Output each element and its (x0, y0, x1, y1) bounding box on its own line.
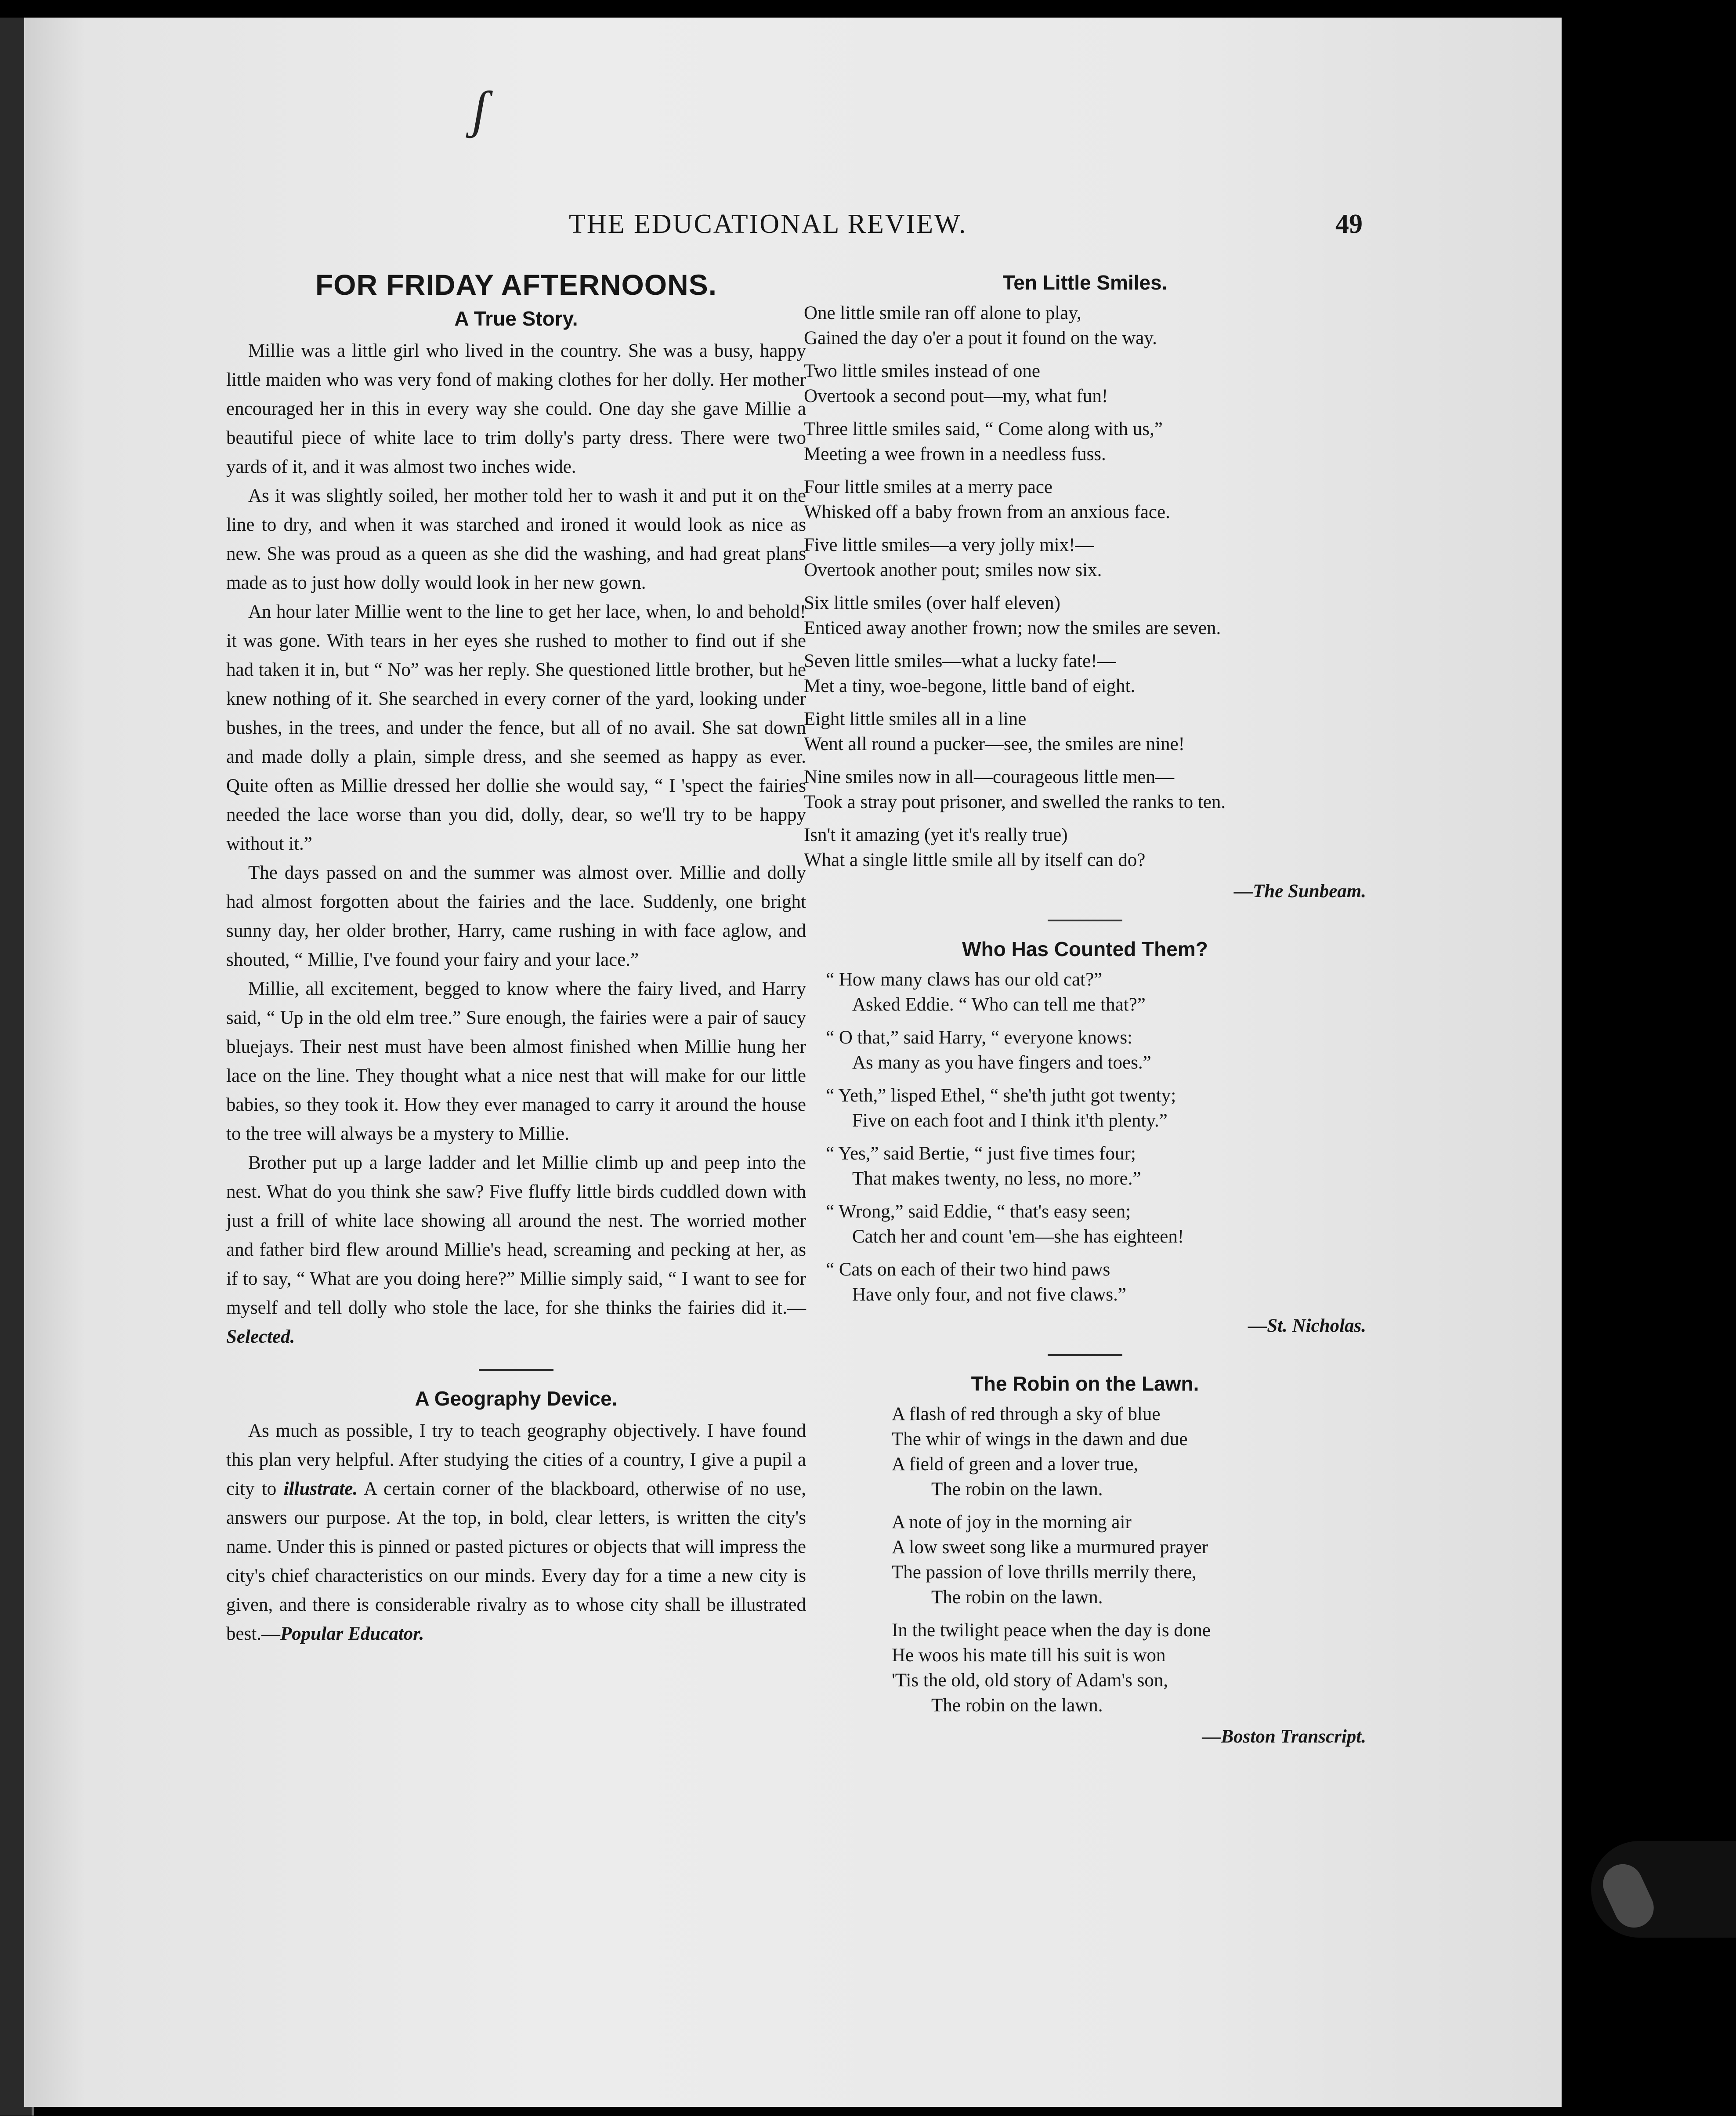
poem-stanza (804, 1141, 1366, 1191)
poem-line: A note of joy in the morning air (892, 1512, 1132, 1533)
poem-stanza (804, 1257, 1366, 1307)
poem-line: “ Wrong,” said Eddie, “ that's easy seen; (826, 1201, 1131, 1222)
poem-stanza (804, 591, 1366, 641)
smiles-source: —The Sunbeam. (1233, 881, 1366, 902)
smiles-poem (804, 301, 1366, 873)
poem-refrain: The robin on the lawn. (931, 1695, 1103, 1716)
poem-line: The whir of wings in the dawn and due (892, 1429, 1188, 1449)
poem-line: The passion of love thrills merrily there, (892, 1562, 1197, 1583)
poem-line: Five on each foot and I think it'th plenty.” (852, 1110, 1168, 1131)
poem-line: “ Cats on each of their two hind paws (826, 1259, 1110, 1280)
poem-line: Meeting a wee frown in a needless fuss. (804, 444, 1106, 464)
poem-line: He woos his mate till his suit is won (892, 1645, 1166, 1666)
poem-stanza (804, 417, 1366, 467)
poem-line: What a single little smile all by itself can do? (804, 850, 1146, 870)
poem-line: Two little smiles instead of one (804, 361, 1040, 381)
story-final-text: Brother put up a large ladder and let Millie climb up and peep into the nest. What do you think she saw? Five fluffy little birds cuddled down with just a frill of white lace showing all around the nest. The worried mother and father bird flew around Millie's head, screaming and pecking at her, as if to say, “ What are you doing here?” Millie simply said, “ I want to see for myself and tell dolly who stole the lace, for she thinks the fairies did it.— (226, 1152, 806, 1318)
poem-stanza (804, 359, 1366, 409)
poem-line: Met a tiny, woe-begone, little band of eight. (804, 676, 1136, 696)
poem-line: Took a stray pout prisoner, and swelled the ranks to ten. (804, 792, 1226, 812)
right-column (804, 268, 1366, 1747)
smiles-title: Ten Little Smiles. (1002, 271, 1168, 294)
poem-line: A field of green and a lover true, (892, 1454, 1139, 1475)
poem-line: Three little smiles said, “ Come along with us,” (804, 419, 1163, 439)
poem-line: “ How many claws has our old cat?” (826, 969, 1103, 990)
poem-line: Whisked off a baby frown from an anxious face. (804, 502, 1170, 522)
poem-line: Enticed away another frown; now the smiles are seven. (804, 618, 1221, 638)
story-paragraph: An hour later Millie went to the line to get her lace, when, lo and behold! it was gone. With tears in her eyes she rushed to mother to find out if she had taken it in, but “ No” was her reply. She questioned little brother, but he knew nothing of it. She searched in every corner of the yard, looking under bushes, in the trees, and under the fence, but all of no avail. She sat down and made dolly a plain, simple dress, and she seemed as happy as ever. Quite often as Millie dressed her dollie she would say, “ I 'spect the fairies needed the lace worse than you did, dolly, dear, so we'll try to be happy without it.” (226, 601, 806, 854)
poem-refrain: The robin on the lawn. (931, 1587, 1103, 1608)
poem-stanza (804, 765, 1366, 815)
left-column (226, 268, 806, 1649)
poem-line: “ O that,” said Harry, “ everyone knows: (826, 1027, 1133, 1048)
story-paragraph: Millie was a little girl who lived in the country. She was a busy, happy little maiden who was very fond of making clothes for her dolly. Her mother encouraged her in this in every way she could. One day she gave Millie a beautiful piece of white lace to trim dolly's party dress. There were two yards of it, and it was almost two inches wide. (226, 341, 806, 477)
geography-source: Popular Educator. (280, 1623, 424, 1644)
counted-poem (804, 967, 1366, 1307)
poem-line: Five little smiles—a very jolly mix!— (804, 535, 1094, 555)
poem-refrain: The robin on the lawn. (931, 1479, 1103, 1500)
poem-stanza (804, 301, 1366, 351)
section-divider (1048, 920, 1122, 921)
poem-line: Overtook another pout; smiles now six. (804, 560, 1102, 580)
page-number: 49 (1335, 209, 1363, 239)
story-source: Selected. (226, 1326, 295, 1347)
poem-line: Overtook a second pout—my, what fun! (804, 386, 1108, 406)
robin-poem (804, 1402, 1366, 1718)
poem-stanza (804, 707, 1366, 757)
poem-stanza (804, 1402, 1366, 1502)
geography-text-b: A certain corner of the blackboard, otherwise of no use, answers our purpose. At the top, in bold, clear letters, is written the city's name. Under this is pinned or pasted pictures or objects that will impress the city's chief characteristics on our minds. Every day for a time a new city is given, and there is considerable rivalry as to whose city shall be illustrated best.— (226, 1478, 806, 1644)
poem-line: Have only four, and not five claws.” (852, 1284, 1126, 1305)
poem-line: A flash of red through a sky of blue (892, 1404, 1161, 1424)
robin-title: The Robin on the Lawn. (971, 1372, 1199, 1395)
poem-line: Gained the day o'er a pout it found on the way. (804, 328, 1157, 348)
story-paragraph: Millie, all excitement, begged to know where the fairy lived, and Harry said, “ Up in the old elm tree.” Sure enough, the fairies were a pair of saucy bluejays. Their nest must have been almost finished when Millie hung her lace on the line. They thought what a nice nest that will make for our little babies, so they took it. How they ever managed to carry it around the house to the tree will always be a mystery to Millie. (226, 978, 806, 1144)
poem-stanza (804, 533, 1366, 583)
poem-line: Eight little smiles all in a line (804, 709, 1027, 729)
counted-source: —St. Nicholas. (1248, 1315, 1366, 1336)
poem-stanza (804, 967, 1366, 1017)
geography-text-a: As much as possible, I try to teach geography objectively. I have found this plan very helpful. After studying the cities of a country, I give a pupil a city to (226, 1420, 806, 1499)
poem-line: Isn't it amazing (yet it's really true) (804, 825, 1068, 845)
geography-paragraph (226, 1417, 806, 1649)
counted-title: Who Has Counted Them? (962, 938, 1208, 960)
poem-line: 'Tis the old, old story of Adam's son, (892, 1670, 1168, 1691)
story-paragraph: The days passed on and the summer was almost over. Millie and dolly had almost forgotten about the fairies and the lace. Suddenly, one bright sunny day, her older brother, Harry, came rushing in with face aglow, and shouted, “ Millie, I've found your fairy and your lace.” (226, 862, 806, 970)
scanned-page (24, 18, 1562, 2107)
section-divider (479, 1369, 553, 1371)
poem-line: Four little smiles at a merry pace (804, 477, 1052, 497)
poem-line: A low sweet song like a murmured prayer (892, 1537, 1208, 1558)
poem-line: One little smile ran off alone to play, (804, 303, 1081, 323)
poem-stanza (804, 1025, 1366, 1075)
poem-stanza (804, 475, 1366, 525)
geography-emphasis: illustrate. (283, 1478, 358, 1499)
section-divider (1048, 1354, 1122, 1356)
poem-line: Nine smiles now in all—courageous little men— (804, 767, 1175, 787)
poem-line: Catch her and count 'em—she has eighteen! (852, 1226, 1184, 1247)
robin-source: —Boston Transcript. (1202, 1726, 1366, 1747)
poem-stanza (804, 822, 1366, 873)
poem-line: In the twilight peace when the day is done (892, 1620, 1211, 1641)
poem-line: As many as you have fingers and toes.” (852, 1052, 1151, 1073)
story-paragraph: As it was slightly soiled, her mother told her to wash it and put it on the line to dry, and when it was starched and ironed it would look as nice as new. She was proud as a queen as she did the washing, and had great plans made as to just how dolly would look in her new gown. (226, 486, 806, 593)
poem-line: Seven little smiles—what a lucky fate!— (804, 651, 1116, 671)
poem-line: Went all round a pucker—see, the smiles are nine! (804, 734, 1185, 754)
section-title: FOR FRIDAY AFTERNOONS. (315, 268, 717, 301)
poem-line: Six little smiles (over half eleven) (804, 593, 1060, 613)
poem-stanza (804, 1199, 1366, 1249)
poem-line: That makes twenty, no less, no more.” (852, 1168, 1141, 1189)
poem-stanza (804, 1510, 1366, 1610)
poem-stanza (804, 649, 1366, 699)
pencil-mark: ʃ (472, 80, 488, 138)
poem-stanza (804, 1618, 1366, 1718)
poem-line: “ Yeth,” lisped Ethel, “ she'th jutht got twenty; (826, 1085, 1176, 1106)
running-title: THE EDUCATIONAL REVIEW. (569, 209, 967, 239)
poem-stanza (804, 1083, 1366, 1133)
geography-title: A Geography Device. (415, 1387, 618, 1410)
story-title: A True Story. (454, 307, 578, 330)
poem-line: “ Yes,” said Bertie, “ just five times four; (826, 1143, 1136, 1164)
poem-line: Asked Eddie. “ Who can tell me that?” (852, 994, 1146, 1015)
story-paragraph-last (226, 1149, 806, 1351)
